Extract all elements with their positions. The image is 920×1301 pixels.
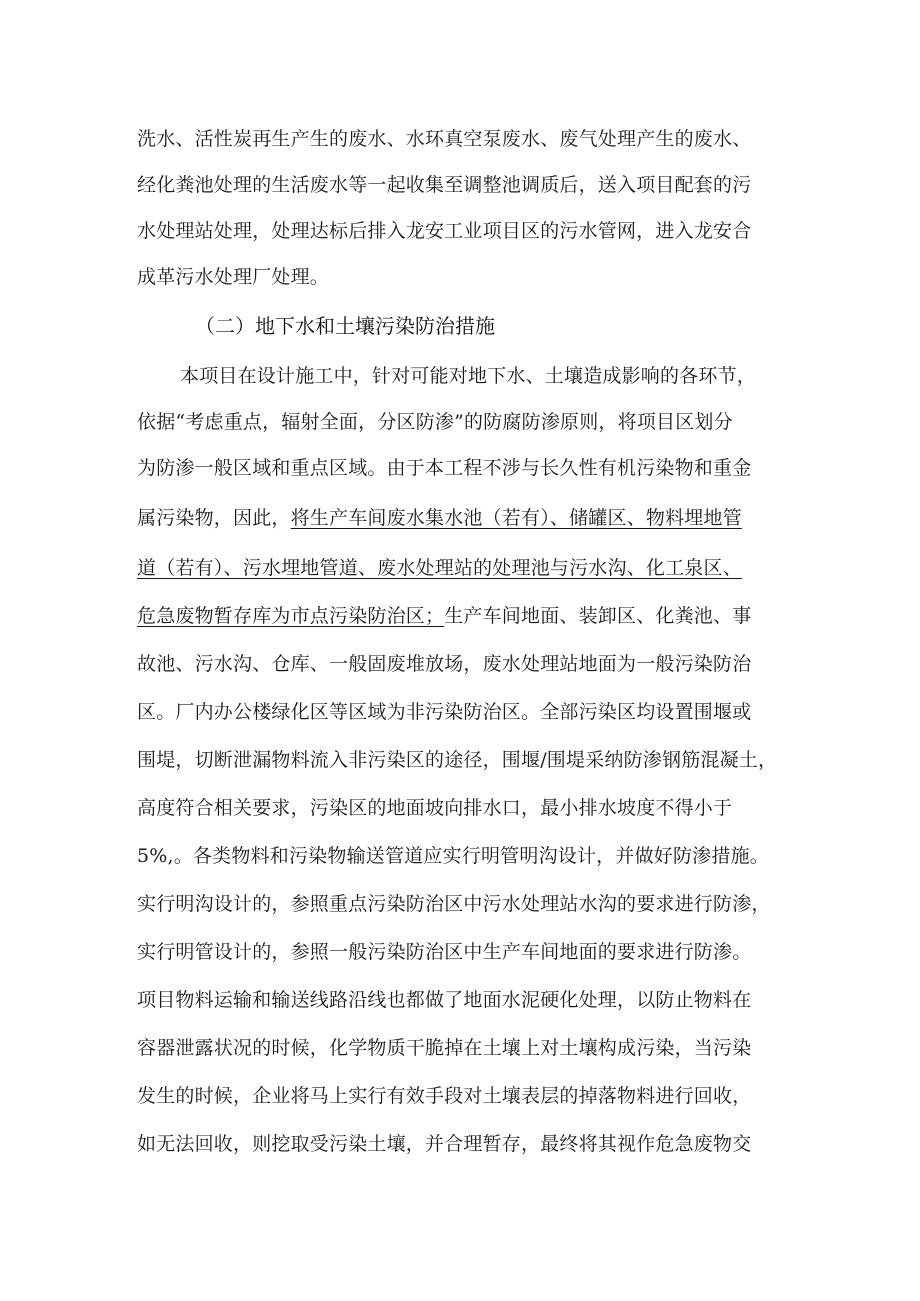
paragraph-line (137, 506, 742, 530)
paragraph-line: 如无法回收，则挖取受污染土壤，并合理暂存，最终将其视作危急废物交 (137, 1133, 752, 1155)
paragraph-line: 为防渗一般区域和重点区域。由于本工程不涉与长久性有机污染物和重金 (137, 457, 752, 479)
paragraph-line: 经化粪池处理的生活废水等一起收集至调整池调质后，送入项目配套的污 (137, 174, 752, 196)
paragraph-line: 洗水、活性炭再生产生的废水、水环真空泵废水、废气处理产生的废水、 (137, 128, 752, 150)
plain-text: 生产车间地面、装卸区、化粪池、事 (444, 605, 752, 627)
underlined-text: 危急废物暂存库为市点污染防治区； (137, 605, 445, 627)
paragraph-line: 本项目在设计施工中，针对可能对地下水、土壤造成影响的各环节， (180, 365, 757, 387)
paragraph-line: 项目物料运输和输送线路沿线也都做了地面水泥硬化处理，以防止物料在 (137, 989, 752, 1011)
paragraph-line: 实行明管设计的，参照一般污染防治区中生产车间地面的要求进行防渗。 (137, 941, 752, 963)
section-heading: （二）地下水和土壤污染防治措施 (195, 314, 495, 338)
underlined-text: 道（若有）、污水埋地管道、废水处理站的处理池与污水沟、化工泉区、 (137, 557, 742, 579)
paragraph-line (137, 556, 742, 580)
paragraph-line: 围堤，切断泄漏物料流入非污染区的途径，围堰/围堤采纳防渗钢筋混凝土， (137, 749, 778, 771)
paragraph-line: 容器泄露状况的时候，化学物质干脆掉在土壤上对土壤构成污染，当污染 (137, 1037, 752, 1059)
paragraph-line: 依据“考虑重点，辐射全面，分区防渗”的防腐防渗原则，将项目区划分 (137, 411, 733, 433)
plain-text: 属污染物，因此， (137, 507, 291, 529)
paragraph-line: 水处理站处理，处理达标后排入龙安工业项目区的污水管网，进入龙安合 (137, 220, 752, 242)
paragraph-line: 5%,。各类物料和污染物输送管道应实行明管明沟设计，并做好防渗措施。 (137, 845, 769, 867)
paragraph-line: 成革污水处理厂处理。 (137, 266, 330, 288)
paragraph-line: 实行明沟设计的，参照重点污染防治区中污水处理站水沟的要求进行防渗， (137, 893, 771, 915)
paragraph-line (137, 604, 751, 628)
paragraph-line: 区。厂内办公楼绿化区等区域为非污染防治区。全部污染区均设置围堰或 (137, 701, 752, 723)
underlined-text: 将生产车间废水集水池（若有）、储罐区、物料埋地管 (290, 507, 742, 529)
paragraph-line: 发生的时候，企业将马上实行有效手段对土壤表层的掉落物料进行回收， (137, 1085, 752, 1107)
paragraph-line: 故池、污水沟、仓库、一般固废堆放场，废水处理站地面为一般污染防治 (137, 653, 752, 675)
paragraph-line: 高度符合相关要求，污染区的地面坡向排水口，最小排水坡度不得小于 (137, 797, 733, 819)
